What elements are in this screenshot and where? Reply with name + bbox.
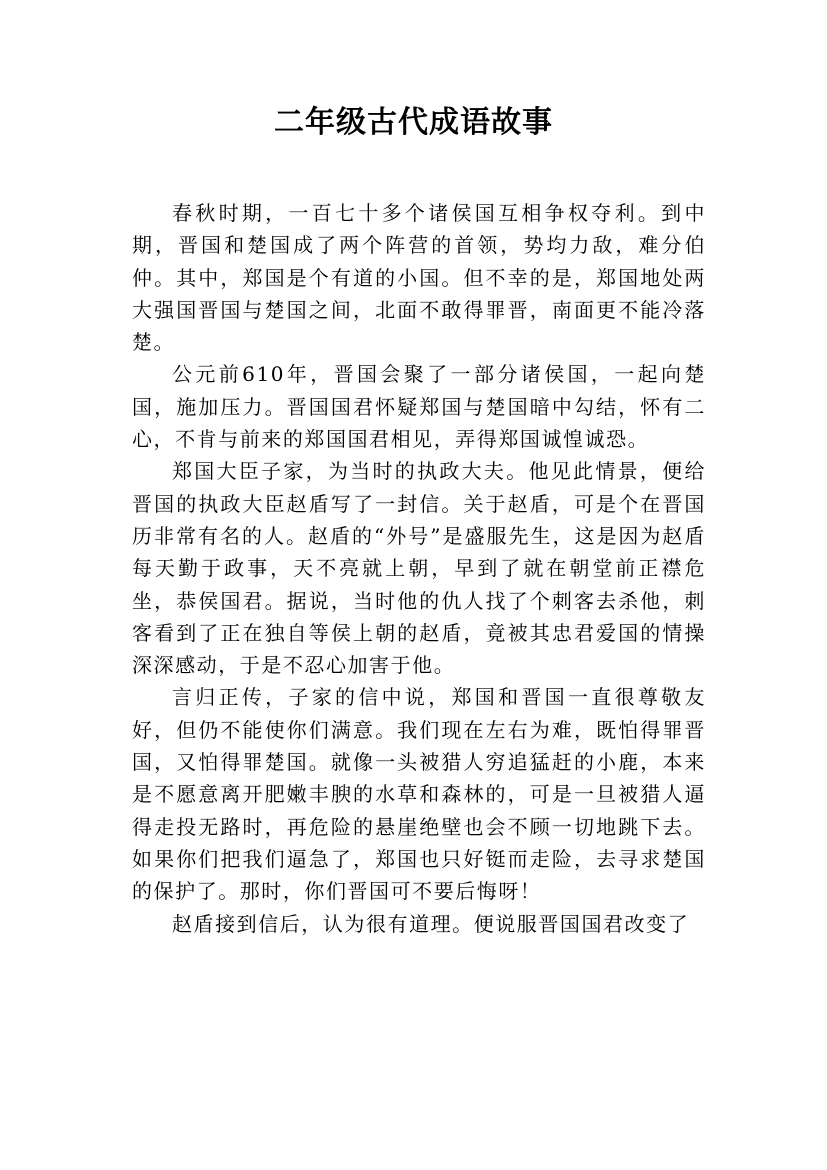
paragraph: 公元前610年，晋国会聚了一部分诸侯国，一起向楚国，施加压力。晋国国君怀疑郑国与楚国暗中勾结，怀有二心，不肯与前来的郑国国君相见，弄得郑国诚惶诚恐。 xyxy=(132,362,706,452)
paragraph: 春秋时期，一百七十多个诸侯国互相争权夺利。到中期，晋国和楚国成了两个阵营的首领，势均力敌，难分伯仲。其中，郑国是个有道的小国。但不幸的是，郑国地处两大强国晋国与楚国之间，北面不敢得罪晋，南面更不能冷落楚。 xyxy=(132,201,706,355)
document-body xyxy=(132,197,706,940)
paragraph: 言归正传，子家的信中说，郑国和晋国一直很尊敬友好，但仍不能使你们满意。我们现在左右为难，既怕得罪晋国，又怕得罪楚国。就像一头被猎人穷追猛赶的小鹿，本来是不愿意离开肥嫩丰腴的水草和森林的，可是一旦被猎人逼得走投无路时，再危险的悬崖绝壁也会不顾一切地跳下去。如果你们把我们逼急了，郑国也只好铤而走险，去寻求楚国的保护了。那时，你们晋国可不要后悔呀！ xyxy=(132,685,706,904)
paragraph: 郑国大臣子家，为当时的执政大夫。他见此情景，便给晋国的执政大臣赵盾写了一封信。关于赵盾，可是个在晋国历非常有名的人。赵盾的“外号”是盛服先生，这是因为赵盾每天勤于政事，天不亮就上朝，早到了就在朝堂前正襟危坐，恭侯国君。据说，当时他的仇人找了个刺客去杀他，刺客看到了正在独自等侯上朝的赵盾，竟被其忠君爱国的情操深深感动，于是不忍心加害于他。 xyxy=(132,459,706,678)
document-title: 二年级古代成语故事 xyxy=(274,105,553,140)
paragraph: 赵盾接到信后，认为很有道理。便说服晋国国君改变了 xyxy=(172,911,690,936)
